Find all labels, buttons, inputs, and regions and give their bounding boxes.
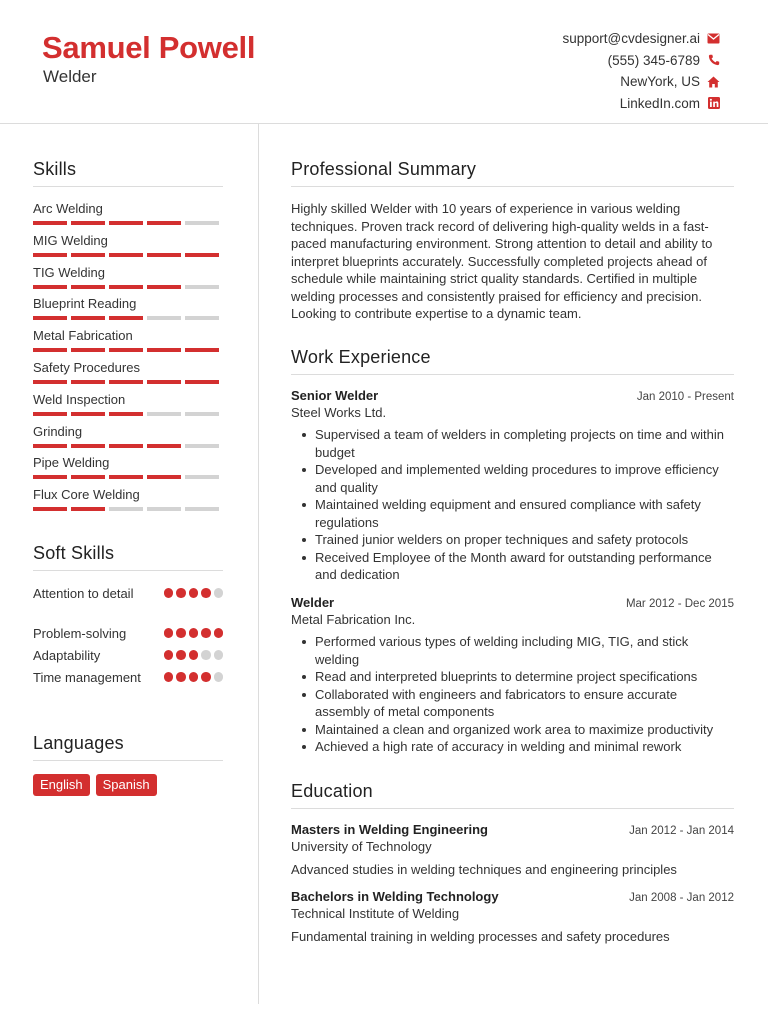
skill-name: Grinding xyxy=(33,423,83,439)
soft-skill-name: Time management xyxy=(33,670,141,685)
linkedin-icon xyxy=(707,97,720,110)
education-heading: Education xyxy=(291,781,734,809)
rating-dot xyxy=(176,628,186,638)
skill-level-segment xyxy=(71,444,105,448)
rating-dot xyxy=(164,588,174,598)
skill-level-segment xyxy=(33,412,67,416)
skill-level-segment xyxy=(109,412,143,416)
resume-header xyxy=(0,0,768,124)
skill-item xyxy=(33,328,223,352)
contact-linkedin[interactable] xyxy=(562,93,720,115)
skill-level-segment xyxy=(147,412,181,416)
experience-heading: Work Experience xyxy=(291,347,734,375)
skill-level-segment xyxy=(147,507,181,511)
skill-level-segment xyxy=(33,380,67,384)
skill-name: Flux Core Welding xyxy=(33,487,140,503)
phone-icon xyxy=(707,54,720,67)
soft-skill-rating xyxy=(164,672,224,687)
skill-level-segment xyxy=(109,475,143,479)
rating-dot xyxy=(189,628,199,638)
skill-level-segment xyxy=(185,507,219,511)
skill-level-bar xyxy=(33,507,223,511)
soft-skill-item xyxy=(33,669,223,687)
skill-level-segment xyxy=(147,444,181,448)
bullet-item: Maintained a clean and organized work area to maximize productivity xyxy=(291,721,734,739)
skill-level-segment xyxy=(185,316,219,320)
rating-dot xyxy=(164,650,174,660)
skill-level-segment xyxy=(185,444,219,448)
skill-level-segment xyxy=(185,380,219,384)
rating-dot xyxy=(214,588,224,598)
skill-name: Weld Inspection xyxy=(33,391,126,407)
skill-level-segment xyxy=(109,444,143,448)
school-name: University of Technology xyxy=(291,839,432,854)
skill-level-segment xyxy=(71,221,105,225)
skill-level-segment xyxy=(109,507,143,511)
skill-level-segment xyxy=(185,348,219,352)
skill-item xyxy=(33,487,223,511)
soft-skill-rating xyxy=(164,588,224,603)
skill-level-bar xyxy=(33,253,223,257)
skill-level-segment xyxy=(147,380,181,384)
rating-dot xyxy=(189,588,199,598)
rating-dot xyxy=(214,650,224,660)
language-badge: Spanish xyxy=(96,774,157,796)
soft-skill-rating xyxy=(164,628,224,643)
soft-skills-heading: Soft Skills xyxy=(33,543,223,571)
skill-level-segment xyxy=(33,507,67,511)
skill-level-bar xyxy=(33,348,223,352)
contact-linkedin-text: LinkedIn.com xyxy=(619,95,700,111)
home-icon xyxy=(707,75,720,88)
skill-level-segment xyxy=(147,316,181,320)
rating-dot xyxy=(214,672,224,682)
contact-list xyxy=(562,28,720,114)
skill-level-segment xyxy=(109,348,143,352)
rating-dot xyxy=(214,628,224,638)
rating-dot xyxy=(189,650,199,660)
education-entry xyxy=(291,889,734,944)
contact-email-text: support@cvdesigner.ai xyxy=(562,31,700,47)
job-company: Metal Fabrication Inc. xyxy=(291,612,416,627)
job-bullets xyxy=(291,426,734,584)
skill-level-segment xyxy=(33,444,67,448)
languages-heading: Languages xyxy=(33,733,223,761)
summary-text: Highly skilled Welder with 10 years of experience in various welding techniques. Proven track record of delivering high-quality welds in a fast-paced manufacturing environment. Strong attention to detail and ability to interpret blueprints accurately. Successfully completed projects ahead of schedule while maintaining strict quality standards. Certified in multiple welding processes and consistently praised for efficiency and precision. Looking to contribute expertise to a dynamic team. xyxy=(291,201,713,321)
skill-item xyxy=(33,233,223,257)
bullet-item: Collaborated with engineers and fabricators to ensure accurate assembly of metal components xyxy=(291,686,734,721)
rating-dot xyxy=(189,672,199,682)
skills-heading: Skills xyxy=(33,159,223,187)
skill-level-bar xyxy=(33,285,223,289)
education-description: Fundamental training in welding processes and safety procedures xyxy=(291,929,670,944)
skill-level-segment xyxy=(71,475,105,479)
skill-level-bar xyxy=(33,444,223,448)
skill-item xyxy=(33,455,223,479)
rating-dot xyxy=(201,628,211,638)
degree-title: Bachelors in Welding Technology xyxy=(291,889,499,904)
skill-level-segment xyxy=(147,253,181,257)
skill-level-segment xyxy=(109,316,143,320)
skill-level-segment xyxy=(185,221,219,225)
skill-level-segment xyxy=(71,253,105,257)
degree-title: Masters in Welding Engineering xyxy=(291,822,488,837)
skill-level-segment xyxy=(33,221,67,225)
job-dates: Mar 2012 - Dec 2015 xyxy=(625,598,734,610)
bullet-item: Developed and implemented welding procedures to improve efficiency and quality xyxy=(291,461,734,496)
skill-level-segment xyxy=(71,316,105,320)
skill-level-bar xyxy=(33,380,223,384)
job-entry xyxy=(291,595,734,756)
contact-phone[interactable] xyxy=(562,50,720,72)
soft-skill-item xyxy=(33,647,223,665)
skill-name: Arc Welding xyxy=(33,201,103,216)
languages-list xyxy=(33,774,157,796)
soft-skill-item xyxy=(33,625,223,643)
soft-skill-name: Adaptability xyxy=(33,648,101,663)
bullet-item: Received Employee of the Month award for outstanding performance and dedication xyxy=(291,549,734,584)
skill-level-segment xyxy=(109,380,143,384)
summary-heading: Professional Summary xyxy=(291,159,734,187)
skill-name: Safety Procedures xyxy=(33,360,140,375)
rating-dot xyxy=(176,672,186,682)
skill-level-segment xyxy=(185,253,219,257)
skill-item xyxy=(33,201,223,225)
skill-level-segment xyxy=(71,507,105,511)
education-description: Advanced studies in welding techniques and engineering principles xyxy=(291,862,677,877)
job-bullets xyxy=(291,633,734,756)
skill-level-segment xyxy=(71,412,105,416)
skill-level-bar xyxy=(33,221,223,225)
bullet-item: Achieved a high rate of accuracy in welding and minimal rework xyxy=(291,738,734,756)
job-title: Senior Welder xyxy=(291,388,379,403)
rating-dot xyxy=(201,588,211,598)
job-dates: Jan 2010 - Present xyxy=(636,391,734,403)
skill-level-segment xyxy=(109,221,143,225)
skill-level-segment xyxy=(71,285,105,289)
skill-item xyxy=(33,392,223,416)
skill-level-segment xyxy=(33,475,67,479)
skill-level-segment xyxy=(109,253,143,257)
candidate-name: Samuel Powell xyxy=(42,30,256,65)
education-dates: Jan 2008 - Jan 2012 xyxy=(629,892,734,904)
rating-dot xyxy=(176,588,186,598)
rating-dot xyxy=(201,650,211,660)
skill-level-segment xyxy=(33,253,67,257)
column-divider xyxy=(258,124,259,1004)
rating-dot xyxy=(176,650,186,660)
job-entry xyxy=(291,388,734,584)
skill-level-segment xyxy=(71,348,105,352)
skill-item xyxy=(33,424,223,448)
skill-name: Pipe Welding xyxy=(33,455,110,471)
rating-dot xyxy=(201,672,211,682)
skill-level-segment xyxy=(185,412,219,416)
skill-level-segment xyxy=(147,475,181,479)
rating-dot xyxy=(164,628,174,638)
skill-item xyxy=(33,296,223,320)
skill-level-bar xyxy=(33,316,223,320)
envelope-icon xyxy=(707,32,720,45)
contact-location-text: NewYork, US xyxy=(620,74,700,90)
skill-level-segment xyxy=(185,285,219,289)
education-entry xyxy=(291,822,734,877)
bullet-item: Supervised a team of welders in completing projects on time and within budget xyxy=(291,426,734,461)
skill-level-segment xyxy=(185,475,219,479)
skill-level-segment xyxy=(147,285,181,289)
skill-level-segment xyxy=(33,285,67,289)
skill-level-segment xyxy=(71,380,105,384)
bullet-item: Performed various types of welding including MIG, TIG, and stick welding xyxy=(291,633,734,668)
skill-level-segment xyxy=(33,348,67,352)
contact-email[interactable] xyxy=(562,28,720,50)
contact-phone-text: (555) 345-6789 xyxy=(607,52,700,68)
job-title: Welder xyxy=(291,595,335,610)
soft-skill-item xyxy=(33,585,223,603)
skill-level-segment xyxy=(109,285,143,289)
skill-level-bar xyxy=(33,412,223,416)
skill-level-bar xyxy=(33,475,223,479)
skill-name: Blueprint Reading xyxy=(33,296,137,312)
candidate-title: Welder xyxy=(43,67,97,86)
contact-location xyxy=(562,71,720,93)
bullet-item: Read and interpreted blueprints to determine project specifications xyxy=(291,668,734,686)
skill-item xyxy=(33,360,223,384)
bullet-item: Maintained welding equipment and ensured compliance with safety regulations xyxy=(291,496,734,531)
skill-item xyxy=(33,265,223,289)
job-company: Steel Works Ltd. xyxy=(291,405,387,420)
rating-dot xyxy=(164,672,174,682)
school-name: Technical Institute of Welding xyxy=(291,906,460,921)
skill-name: MIG Welding xyxy=(33,232,108,248)
education-dates: Jan 2012 - Jan 2014 xyxy=(629,825,734,837)
skill-level-segment xyxy=(33,316,67,320)
skill-name: TIG Welding xyxy=(33,264,106,280)
soft-skill-rating xyxy=(164,650,224,665)
soft-skill-name: Problem-solving xyxy=(33,626,127,641)
soft-skill-name: Attention to detail xyxy=(33,586,134,601)
skill-level-segment xyxy=(147,348,181,352)
skill-name: Metal Fabrication xyxy=(33,328,133,344)
bullet-item: Trained junior welders on proper techniques and safety protocols xyxy=(291,531,734,549)
skill-level-segment xyxy=(147,221,181,225)
language-badge: English xyxy=(33,774,90,796)
